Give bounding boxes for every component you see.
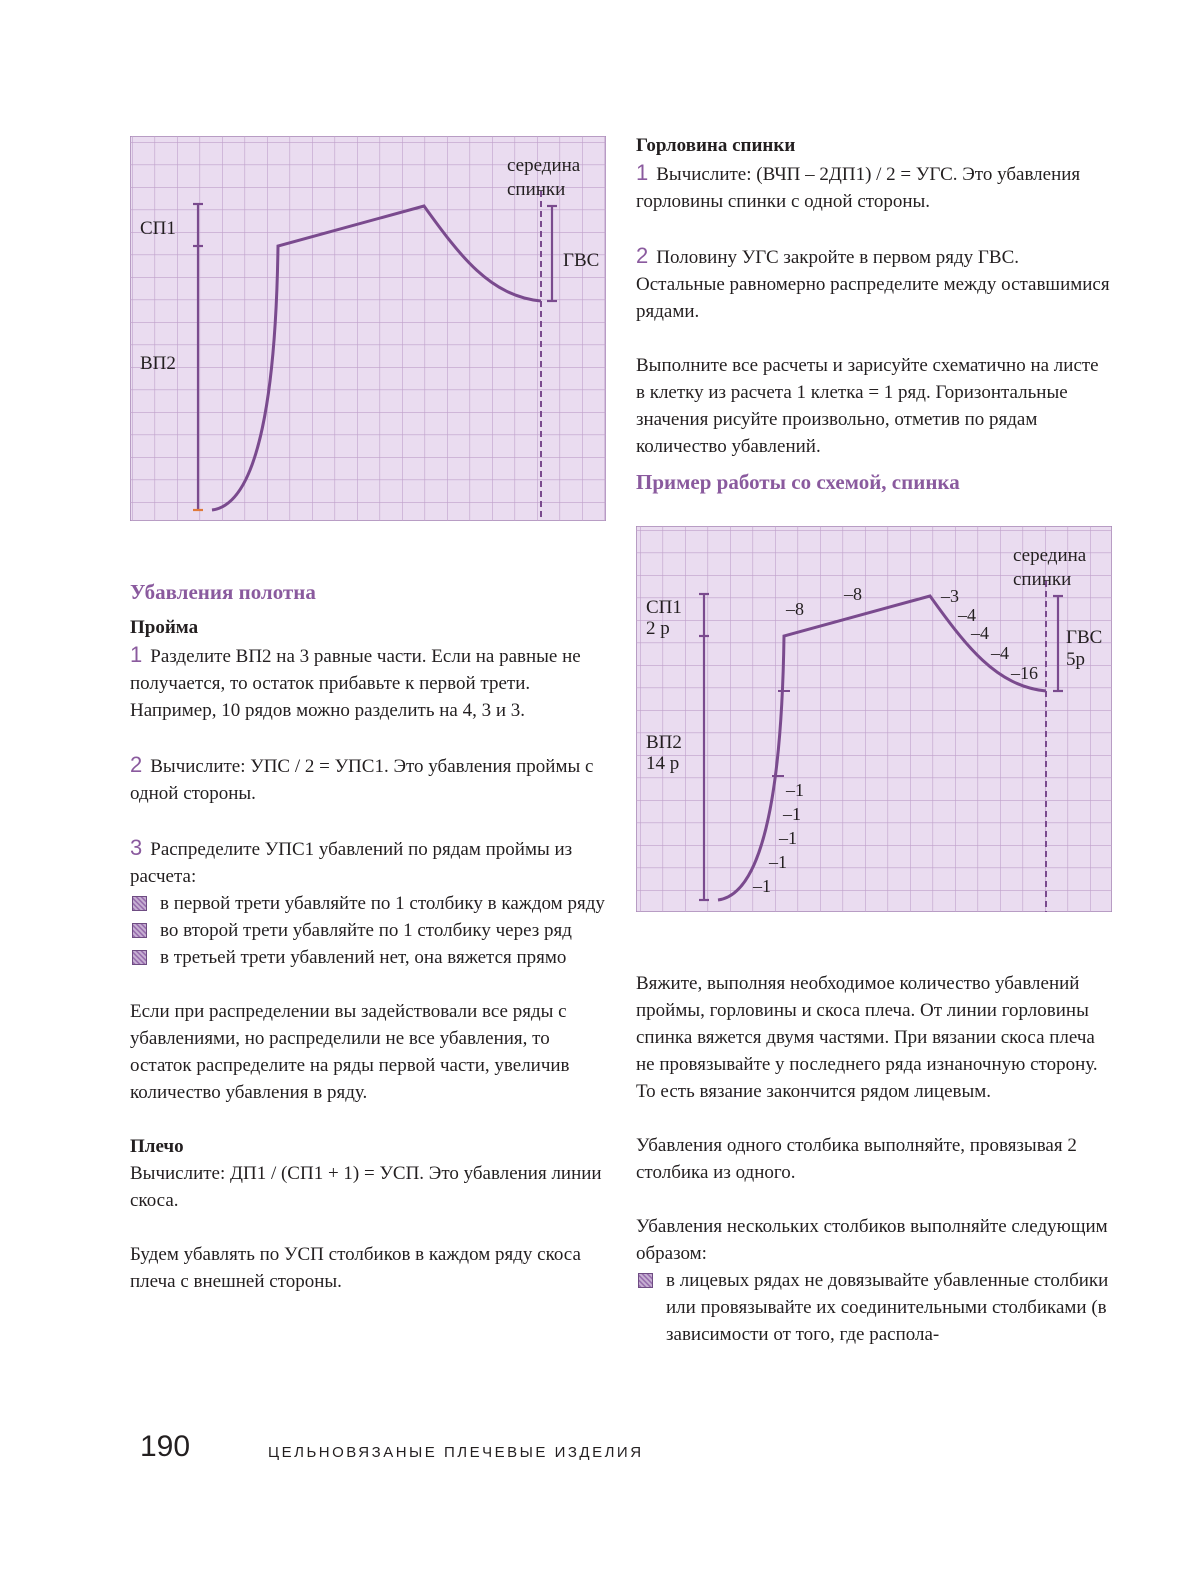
step-text: Разделите ВП2 на 3 равные части. Если на равные не получается, то остаток прибавьте к первой трети. Например, 10 рядов можно разделить на 4, 3 и 3. xyxy=(130,646,581,721)
right-text-column xyxy=(636,132,1112,504)
bullet-item: в лицевых рядах не довязывайте убавленные столбики или провязывайте их соединительными столбиками (в зависимости от того, где распола- xyxy=(636,1267,1112,1348)
subheading-armhole: Пройма xyxy=(130,617,199,638)
shoulder-mark: –8 xyxy=(786,599,804,619)
armhole-mark: –1 xyxy=(753,876,771,896)
neck-mark: –4 xyxy=(991,643,1009,663)
shoulder-mark: –3 xyxy=(941,586,959,606)
sp1-label: СП1 xyxy=(140,218,176,239)
step-text: Половину УГС закройте в первом ряду ГВС. Остальные равномерно распределите между оставшимися рядами. xyxy=(636,247,1110,322)
left-text-column xyxy=(130,578,606,1295)
section-heading-decreases: Убавления полотна xyxy=(130,580,316,604)
step-number: 3 xyxy=(130,835,143,860)
bullet-icon xyxy=(132,923,147,938)
neck-mark: –4 xyxy=(958,605,976,625)
step-text: Вычислите: (ВЧП – 2ДП1) / 2 = УГС. Это убавления горловины спинки с одной стороны. xyxy=(636,164,1081,212)
shoulder-mark: –8 xyxy=(844,584,862,604)
multi-decrease-bullets xyxy=(636,1267,1112,1348)
armhole-mark: –1 xyxy=(769,852,787,872)
gvs-label: ГВС xyxy=(1066,627,1103,648)
section-heading-example: Пример работы со схемой, спинка xyxy=(636,470,960,494)
armhole-mark: –1 xyxy=(783,804,801,824)
bullet-item: в третьей трети убавлений нет, она вяжется прямо xyxy=(130,944,606,971)
back-example-diagram xyxy=(636,526,1112,912)
vp2-rows-label: 14 р xyxy=(646,753,680,774)
armhole-bullets xyxy=(130,890,606,971)
gvs-label: ГВС xyxy=(563,250,600,271)
subheading-back-neck: Горловина спинки xyxy=(636,135,796,156)
shoulder-paragraph: Будем убавлять по УСП столбиков в каждом ряду скоса плеча с внешней стороны. xyxy=(130,1244,581,1292)
step-number: 2 xyxy=(130,752,143,777)
calculation-paragraph: Выполните все расчеты и зарисуйте схематично на листе в клетку из расчета 1 клетка = 1 ряд. Горизонтальные значения рисуйте произвольно, отметив по рядам количество убавлений. xyxy=(636,355,1099,457)
armhole-mark: –1 xyxy=(779,828,797,848)
single-decrease-paragraph: Убавления одного столбика выполняйте, провязывая 2 столбика из одного. xyxy=(636,1135,1077,1183)
step-text: Распределите УПС1 убавлений по рядам проймы из расчета: xyxy=(130,839,573,887)
right-text-column-lower xyxy=(636,970,1112,1375)
bullet-item: во второй трети убавляйте по 1 столбику через ряд xyxy=(130,917,606,944)
gvs-rows-label: 5р xyxy=(1066,649,1085,670)
knitting-paragraph: Вяжите, выполняя необходимое количество убавлений проймы, горловины и скоса плеча. От линии горловины спинка вяжется двумя частями. При вязании скоса плеча не провязывайте у последнего ряда изнаночную сторону. То есть вязание закончится рядом лицевым. xyxy=(636,973,1098,1102)
running-title: ЦЕЛЬНОВЯЗАНЫЕ ПЛЕЧЕВЫЕ ИЗДЕЛИЯ xyxy=(268,1444,644,1461)
step-number: 1 xyxy=(636,160,649,185)
center-label-bottom: спинки xyxy=(507,179,566,200)
center-label-top: середина xyxy=(507,155,581,176)
armhole-step-2 xyxy=(130,751,606,807)
armhole-step-3 xyxy=(130,834,606,890)
step-number: 2 xyxy=(636,243,649,268)
neck-mark: –16 xyxy=(1011,663,1038,683)
multi-decrease-paragraph: Убавления нескольких столбиков выполняйте следующим образом: xyxy=(636,1216,1108,1264)
armhole-step-1 xyxy=(130,641,606,724)
step-number: 1 xyxy=(130,642,143,667)
vp2-label: ВП2 xyxy=(140,353,176,374)
subheading-shoulder: Плечо xyxy=(130,1136,184,1157)
center-label-top: середина xyxy=(1013,545,1087,566)
page-number: 190 xyxy=(140,1430,191,1463)
neck-step-2 xyxy=(636,242,1112,325)
neck-mark: –4 xyxy=(971,623,989,643)
armhole-mark: –1 xyxy=(786,780,804,800)
vp2-label: ВП2 xyxy=(646,732,682,753)
center-label-bottom: спинки xyxy=(1013,569,1072,590)
bullet-icon xyxy=(638,1273,653,1288)
shoulder-formula: Вычислите: ДП1 / (СП1 + 1) = УСП. Это убавления линии скоса. xyxy=(130,1163,602,1211)
bullet-icon xyxy=(132,896,147,911)
step-text: Вычислите: УПС / 2 = УПС1. Это убавления проймы с одной стороны. xyxy=(130,756,594,804)
sp1-rows-label: 2 р xyxy=(646,618,670,639)
sp1-label: СП1 xyxy=(646,597,682,618)
back-schematic-diagram xyxy=(130,136,606,521)
neck-step-1 xyxy=(636,159,1112,215)
distribution-paragraph: Если при распределении вы задействовали все ряды с убавлениями, но распределили не все убавления, то остаток распределите на ряды первой части, увеличив количество убавления в ряду. xyxy=(130,1001,570,1103)
bullet-item: в первой трети убавляйте по 1 столбику в каждом ряду xyxy=(130,890,606,917)
bullet-icon xyxy=(132,950,147,965)
